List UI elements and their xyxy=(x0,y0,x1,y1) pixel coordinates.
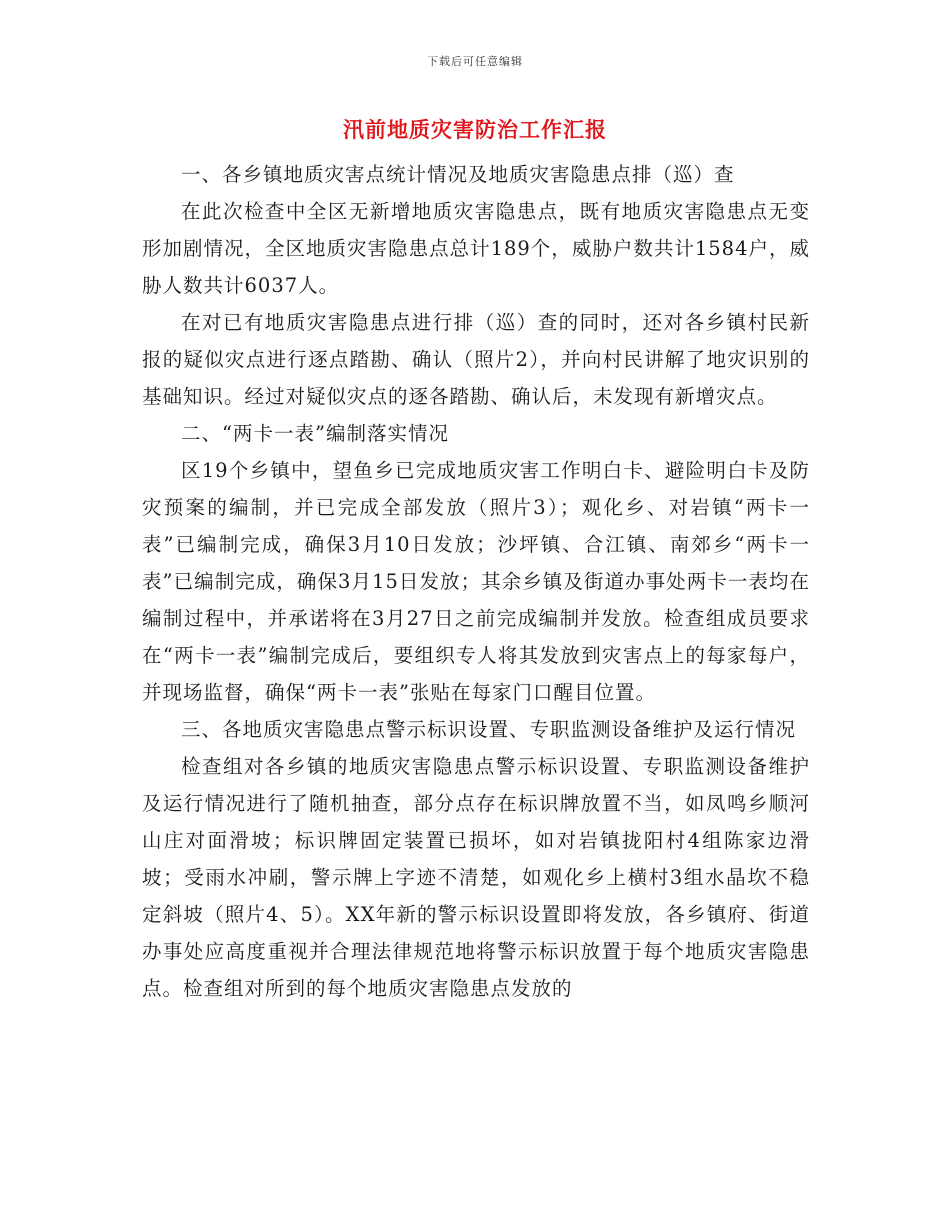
section-heading-2: 二、“两卡一表”编制落实情况 xyxy=(181,422,449,445)
document-body xyxy=(142,156,810,1007)
document-title: 汛前地质灾害防治工作汇报 xyxy=(343,117,607,142)
section-heading-1: 一、各乡镇地质灾害点统计情况及地质灾害隐患点排（巡）查 xyxy=(181,163,735,186)
paragraph: 在对已有地质灾害隐患点进行排（巡）查的同时，还对各乡镇村民新报的疑似灾点进行逐点踏勘、确认（照片2），并向村民讲解了地灾识别的基础知识。经过对疑似灾点的逐各踏勘、确认后，未发现有新增灾点。 xyxy=(142,311,810,408)
section-heading-3: 三、各地质灾害隐患点警示标识设置、专职监测设备维护及运行情况 xyxy=(181,718,797,741)
paragraph: 检查组对各乡镇的地质灾害隐患点警示标识设置、专职监测设备维护及运行情况进行了随机抽查，部分点存在标识牌放置不当，如凤鸣乡顺河山庄对面滑坡；标识牌固定装置已损坏，如对岩镇拢阳村4组陈家边滑坡；受雨水冲刷，警示牌上字迹不清楚，如观化乡上横村3组水晶坎不稳定斜坡（照片4、5）。XX年新的警示标识设置即将发放，各乡镇府、街道办事处应高度重视并合理法律规范地将警示标识放置于每个地质灾害隐患点。检查组对所到的每个地质灾害隐患点发放的 xyxy=(142,755,810,1000)
paragraph: 区19个乡镇中，望鱼乡已完成地质灾害工作明白卡、避险明白卡及防灾预案的编制，并已完成全部发放（照片3）；观化乡、对岩镇“两卡一表”已编制完成，确保3月10日发放；沙坪镇、合江镇、南郊乡“两卡一表”已编制完成，确保3月15日发放；其余乡镇及街道办事处两卡一表均在编制过程中，并承诺将在3月27日之前完成编制并发放。检查组成员要求在“两卡一表”编制完成后，要组织专人将其发放到灾害点上的每家每户，并现场监督，确保“两卡一表”张贴在每家门口醒目位置。 xyxy=(142,459,810,704)
paragraph: 在此次检查中全区无新增地质灾害隐患点，既有地质灾害隐患点无变形加剧情况，全区地质灾害隐患点总计189个，威胁户数共计1584户，威胁人数共计6037人。 xyxy=(142,200,810,297)
header-note: 下载后可任意编辑 xyxy=(427,55,523,68)
